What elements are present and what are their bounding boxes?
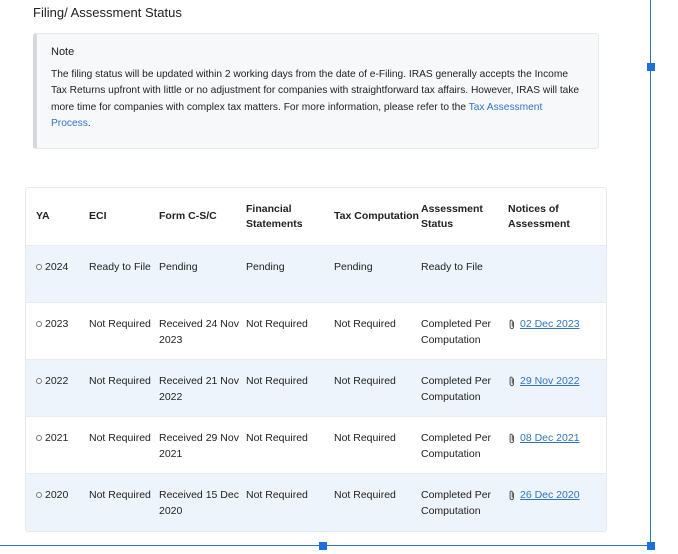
section-title: Filing/ Assessment Status: [33, 5, 182, 20]
selection-edge-right: [650, 0, 651, 547]
cell-financial-statements: Not Required: [246, 417, 334, 474]
notice-link[interactable]: [508, 373, 580, 389]
table-row[interactable]: [26, 474, 607, 531]
cell-tax-computation: Pending: [334, 246, 421, 303]
cell-form: Received 15 Dec 2020: [159, 474, 246, 531]
note-body: [51, 67, 582, 133]
header-financial-statements: Financial Statements: [246, 202, 303, 230]
cell-eci: Not Required: [89, 474, 159, 531]
cell-notice: [508, 417, 607, 474]
cell-eci: Not Required: [89, 417, 159, 474]
radio-icon[interactable]: [36, 378, 42, 384]
cell-ya[interactable]: [26, 417, 89, 474]
header-notices: Notices of Assessment: [508, 202, 570, 230]
cell-ya[interactable]: [26, 360, 89, 417]
notice-date: 02 Dec 2023: [520, 318, 580, 330]
note-text: The filing status will be updated within 2 working days from the date of e-Filing. IRAS generally accepts the Income Tax Returns upfront with little or no adjustment for companies with straightforward tax affairs. However, IRAS will take more time for companies with complex tax matters. For more information, please refer to the: [51, 69, 580, 113]
note-end: .: [87, 118, 91, 130]
cell-tax-computation: Not Required: [334, 360, 421, 417]
cell-ya[interactable]: [26, 474, 89, 531]
ya-label: 2021: [45, 432, 69, 444]
cell-tax-computation: Not Required: [334, 474, 421, 531]
cell-form: Received 21 Nov 2022: [159, 360, 246, 417]
cell-tax-computation: Not Required: [334, 303, 421, 360]
cell-assessment-status: Completed Per Computation: [421, 360, 508, 417]
notice-date: 29 Nov 2022: [520, 375, 580, 387]
header-eci: ECI: [89, 210, 107, 222]
radio-icon[interactable]: [36, 435, 42, 441]
radio-icon[interactable]: [36, 321, 42, 327]
header-form: Form C-S/C: [159, 210, 217, 222]
notice-date: 08 Dec 2021: [520, 432, 580, 444]
paperclip-icon: [508, 490, 516, 501]
cell-notice: [508, 303, 607, 360]
note-title: Note: [51, 46, 75, 58]
cell-assessment-status: Completed Per Computation: [421, 474, 508, 531]
notice-link[interactable]: [508, 316, 580, 332]
status-table: [26, 188, 607, 531]
cell-eci: Ready to File: [89, 246, 159, 303]
resize-handle-corner[interactable]: [647, 542, 655, 550]
notice-link[interactable]: [508, 430, 580, 446]
cell-assessment-status: Completed Per Computation: [421, 417, 508, 474]
table-header-row: [26, 188, 607, 246]
table-row[interactable]: [26, 303, 607, 360]
cell-tax-computation: Not Required: [334, 417, 421, 474]
cell-notice: [508, 360, 607, 417]
resize-handle-right[interactable]: [647, 63, 655, 71]
resize-handle-bottom[interactable]: [319, 542, 327, 550]
note-box: [33, 33, 599, 149]
table-row[interactable]: [26, 246, 607, 303]
cell-assessment-status: Ready to File: [421, 246, 508, 303]
cell-notice: [508, 474, 607, 531]
cell-notice: [508, 246, 607, 303]
cell-assessment-status: Completed Per Computation: [421, 303, 508, 360]
ya-label: 2024: [45, 261, 69, 273]
cell-financial-statements: Not Required: [246, 303, 334, 360]
notice-date: 26 Dec 2020: [520, 489, 580, 501]
table-row[interactable]: [26, 417, 607, 474]
radio-icon[interactable]: [36, 492, 42, 498]
cell-financial-statements: Not Required: [246, 360, 334, 417]
paperclip-icon: [508, 319, 516, 330]
tax-assessment-process-link[interactable]: Tax Assessment Process: [51, 101, 543, 130]
ya-label: 2023: [45, 318, 69, 330]
paperclip-icon: [508, 376, 516, 387]
header-ya: YA: [36, 210, 50, 222]
paperclip-icon: [508, 433, 516, 444]
cell-ya[interactable]: [26, 246, 89, 303]
ya-label: 2020: [45, 489, 69, 501]
cell-financial-statements: Not Required: [246, 474, 334, 531]
cell-financial-statements: Pending: [246, 246, 334, 303]
status-table-card: [25, 187, 607, 532]
cell-eci: Not Required: [89, 303, 159, 360]
cell-form: Received 29 Nov 2021: [159, 417, 246, 474]
cell-form: Pending: [159, 246, 246, 303]
table-row[interactable]: [26, 360, 607, 417]
notice-link[interactable]: [508, 487, 580, 503]
cell-ya[interactable]: [26, 303, 89, 360]
header-tax-computation: Tax Computation: [334, 210, 419, 222]
ya-label: 2022: [45, 375, 69, 387]
radio-icon[interactable]: [36, 264, 42, 270]
header-assessment-status: Assessment Status: [421, 202, 483, 230]
cell-form: Received 24 Nov 2023: [159, 303, 246, 360]
cell-eci: Not Required: [89, 360, 159, 417]
